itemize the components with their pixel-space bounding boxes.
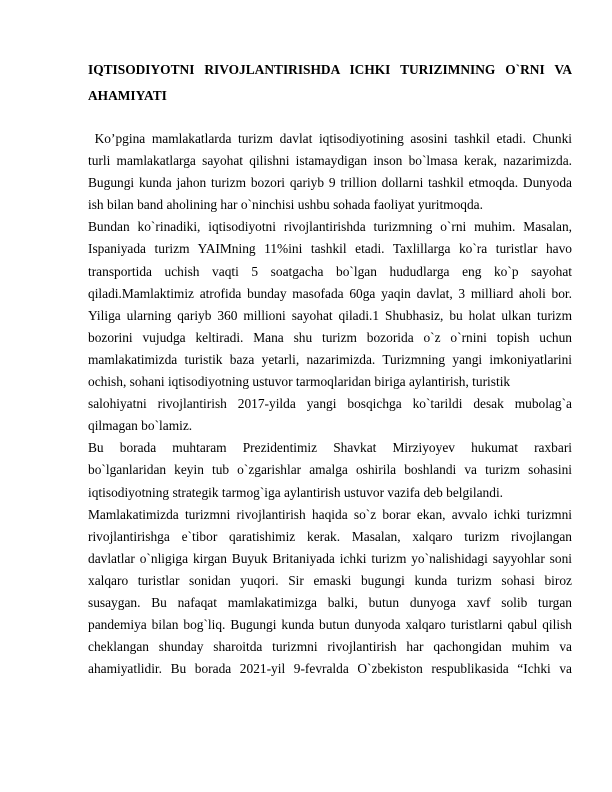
document-body bbox=[88, 128, 572, 680]
text-line: bozorini vujudga keltiradi. Mana shu turizm bozorida o`z o`rnini topish uchun bbox=[88, 329, 572, 345]
text-line: qiladi.Mamlaktimiz atrofida bunday masofada 60ga yaqin davlat, 3 milliard aholi bor. bbox=[88, 285, 572, 301]
text-line: iqtisodiyotning strategik tarmog`iga aylantirish ustuvor vazifa deb belgilandi. bbox=[88, 484, 504, 500]
text-line: pandemiya bilan bog`liq. Bugungi kunda butun dunyoda xalqaro turistlarni qabul qilish bbox=[88, 617, 572, 633]
text-line: ochish, sohani iqtisodiyotning ustuvor tarmoqlaridan biriga aylantirish, turistik bbox=[88, 374, 511, 390]
text-line: turli mamlakatlarga sayohat qilishni istamaydigan inson bo`lmasa kerak, nazarimizda. bbox=[88, 153, 572, 169]
paragraph-spain-example bbox=[88, 216, 572, 437]
text-line: salohiyatni rivojlantirish 2017-yilda yangi bosqichga ko`tarildi desak mubolag`a bbox=[88, 396, 572, 412]
text-line: ish bilan band aholining har o`ninchisi ushbu sohada faoliyat yuritmoqda. bbox=[88, 197, 483, 213]
text-line: susaygan. Bu nafaqat mamlakatimizga balki, butun dunyoga xavf solib turgan bbox=[88, 594, 572, 610]
text-line: transportida uchish vaqti 5 soatgacha bo`lgan hududlarga eng ko`p sayohat bbox=[88, 263, 572, 279]
text-line: rivojlantirishga e`tibor qaratishimiz kerak. Masalan, xalqaro turizm rivojlangan bbox=[88, 528, 572, 544]
text-line: Ispaniyada turizm YAIMning 11%ini tashkil etadi. Taxlillarga ko`ra turistlar havo bbox=[88, 241, 572, 257]
paragraph-domestic-tourism bbox=[88, 504, 572, 681]
document-title: IQTISODIYOTNI RIVOJLANTIRISHDA ICHKI TURIZIMNING O`RNI VA AHAMIYATI bbox=[88, 62, 572, 103]
paragraph-intro bbox=[88, 128, 572, 216]
text-line: qilmagan bo`lamiz. bbox=[88, 418, 193, 434]
text-line: Ko’pgina mamlakatlarda turizm davlat iqtisodiyotining asosini tashkil etadi. Chunki bbox=[88, 131, 572, 146]
text-line: Bundan ko`rinadiki, iqtisodiyotni rivojlantirishda turizmning o`rni muhim. Masalan, bbox=[88, 219, 572, 235]
text-line: cheklangan shunday sharoitda turizmni rivojlantirish har qachongidan muhim va bbox=[88, 639, 572, 655]
text-line: mamlakatimizda turistik baza yetarli, nazarimizda. Turizmning yangi imkoniyatlarini bbox=[88, 351, 572, 367]
text-line: xalqaro turistlar sonidan yuqori. Sir emaski bugungi kunda turizm sohasi biroz bbox=[88, 572, 572, 588]
text-line: Yiliga ularning qariyb 360 millioni sayohat qiladi.1 Shubhasiz, bu holat ulkan turizm bbox=[88, 307, 572, 323]
paragraph-president bbox=[88, 437, 572, 503]
text-line: Bu borada muhtaram Prezidentimiz Shavkat Mirziyoyev hukumat raxbari bbox=[88, 440, 572, 456]
text-line: Bugungi kunda jahon turizm bozori qariyb 9 trillion dollarni tashkil etmoqda. Dunyoda bbox=[88, 175, 572, 191]
text-line: davlatlar o`nligiga kirgan Buyuk Britaniyada ichki turizm yo`nalishidagi sayyohlar soni bbox=[88, 550, 572, 566]
text-line: bo`lganlaridan keyin tub o`zgarishlar amalga oshirila boshlandi va turizm sohasini bbox=[88, 462, 572, 478]
text-line: Mamlakatimizda turizmni rivojlantirish haqida so`z borar ekan, avvalo ichki turizmni bbox=[88, 506, 572, 522]
text-line: ahamiyatlidir. Bu borada 2021-yil 9-fevralda O`zbekiston respublikasida “Ichki va bbox=[88, 661, 572, 677]
